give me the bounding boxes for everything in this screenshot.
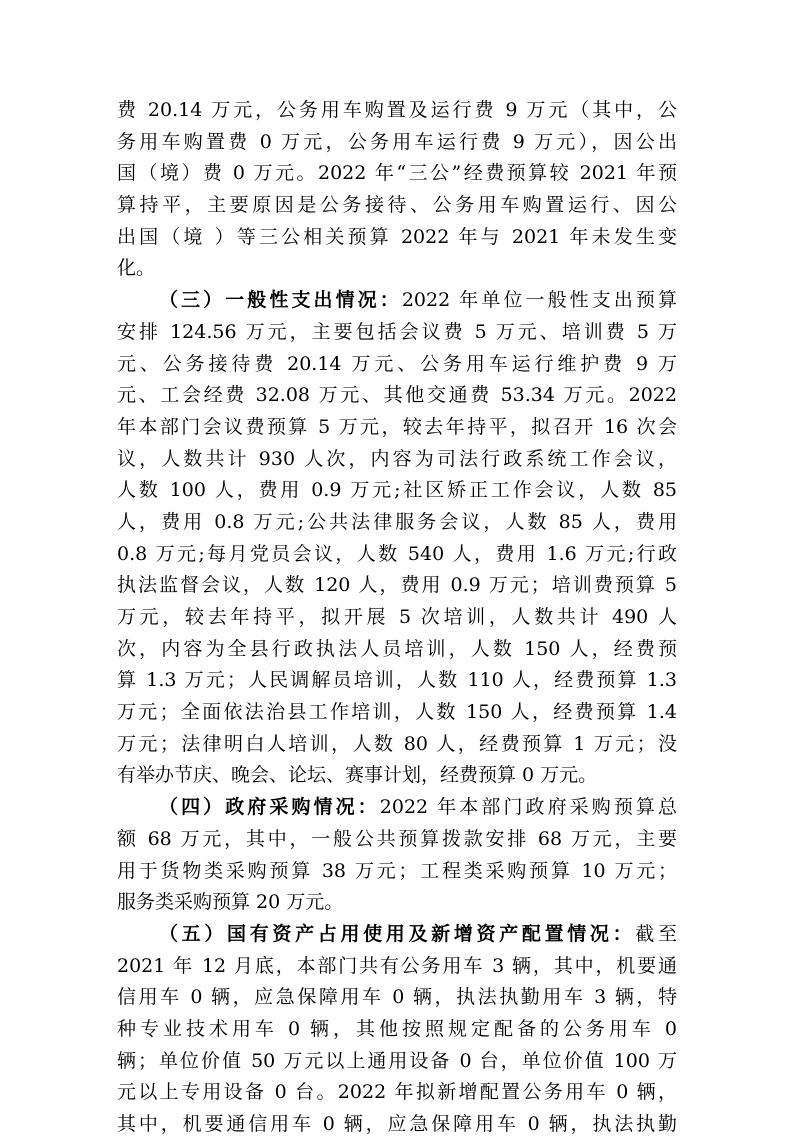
section-heading-general-expenditure: （三）一般性支出情况： [159, 289, 402, 312]
text-line: 算持平，主要原因是公务接待、公务用车购置运行、因公 [117, 194, 677, 217]
text-run: 2022 年单位一般性支出预算 [401, 289, 677, 312]
text-line: 种专业技术用车 0 辆，其他按照规定配备的公务用车 0 [117, 1017, 677, 1040]
section-first-line [117, 792, 677, 824]
section-first-line [117, 919, 677, 951]
text-line: 执法监督会议，人数 120 人，费用 0.9 万元；培训费预算 5 [117, 574, 677, 597]
text-line: 元、公务接待费 20.14 万元、公务用车运行维护费 9 万 [117, 352, 677, 375]
text-line: 2021 年 12 月底，本部门共有公务用车 3 辆，其中，机要通 [117, 954, 677, 977]
text-line: 元、工会经费 32.08 万元、其他交通费 53.34 万元。2022 [117, 384, 677, 407]
text-line: 元以上专用设备 0 台。2022 年拟新增配置公务用车 0 辆， [117, 1081, 677, 1104]
text-line: 用于货物类采购预算 38 万元；工程类采购预算 10 万元； [117, 859, 677, 882]
text-line: 人，费用 0.8 万元;公共法律服务会议，人数 85 人，费用 [117, 510, 677, 533]
text-run: 截至 [635, 922, 677, 945]
text-line: 次，内容为全县行政执法人员培训，人数 150 人，经费预 [117, 637, 677, 660]
text-line: 万元；全面依法治县工作培训，人数 150 人，经费预算 1.4 [117, 701, 677, 724]
text-line: 信用车 0 辆，应急保障用车 0 辆，执法执勤用车 3 辆，特 [117, 986, 677, 1009]
text-line: 年本部门会议费预算 5 万元，较去年持平，拟召开 16 次会 [117, 415, 677, 438]
text-line: 其中，机要通信用车 0 辆，应急保障用车 0 辆，执法执勤 [117, 1113, 677, 1135]
text-line: 有举办节庆、晚会、论坛、赛事计划，经费预算 0 万元。 [117, 764, 598, 787]
text-line: 万元；法律明白人培训，人数 80 人，经费预算 1 万元；没 [117, 732, 677, 755]
text-line: 国（境）费 0 万元。2022 年“三公”经费预算较 2021 年预 [117, 162, 677, 185]
section-first-line [117, 285, 677, 317]
text-line: 辆；单位价值 50 万元以上通用设备 0 台，单位价值 100 万 [117, 1049, 677, 1072]
section-heading-government-procurement: （四）政府采购情况： [159, 796, 380, 819]
text-line: 化。 [117, 257, 156, 280]
text-line: 人数 100 人，费用 0.9 万元;社区矫正工作会议，人数 85 [117, 479, 677, 502]
text-line: 务用车购置费 0 万元，公务用车运行费 9 万元），因公出 [117, 130, 677, 153]
text-line: 额 68 万元，其中，一般公共预算拨款安排 68 万元，主要 [117, 827, 677, 850]
text-line: 算 1.3 万元；人民调解员培训，人数 110 人，经费预算 1.3 [117, 669, 677, 692]
text-line: 议，人数共计 930 人次，内容为司法行政系统工作会议， [117, 447, 677, 470]
text-line: 安排 124.56 万元，主要包括会议费 5 万元、培训费 5 万 [117, 320, 677, 343]
text-run: 2022 年本部门政府采购预算总 [379, 796, 677, 819]
text-line: 出国（境 ）等三公相关预算 2022 年与 2021 年未发生变 [117, 225, 677, 248]
text-line: 0.8 万元;每月党员会议，人数 540 人，费用 1.6 万元;行政 [117, 542, 677, 565]
section-heading-state-assets: （五）国有资产占用使用及新增资产配置情况： [159, 922, 636, 945]
text-line: 万元，较去年持平，拟开展 5 次培训，人数共计 490 人 [117, 606, 677, 628]
text-line: 服务类采购预算 20 万元。 [117, 891, 344, 914]
text-line: 费 20.14 万元，公务用车购置及运行费 9 万元（其中，公 [117, 99, 677, 121]
document-body [117, 95, 677, 1141]
